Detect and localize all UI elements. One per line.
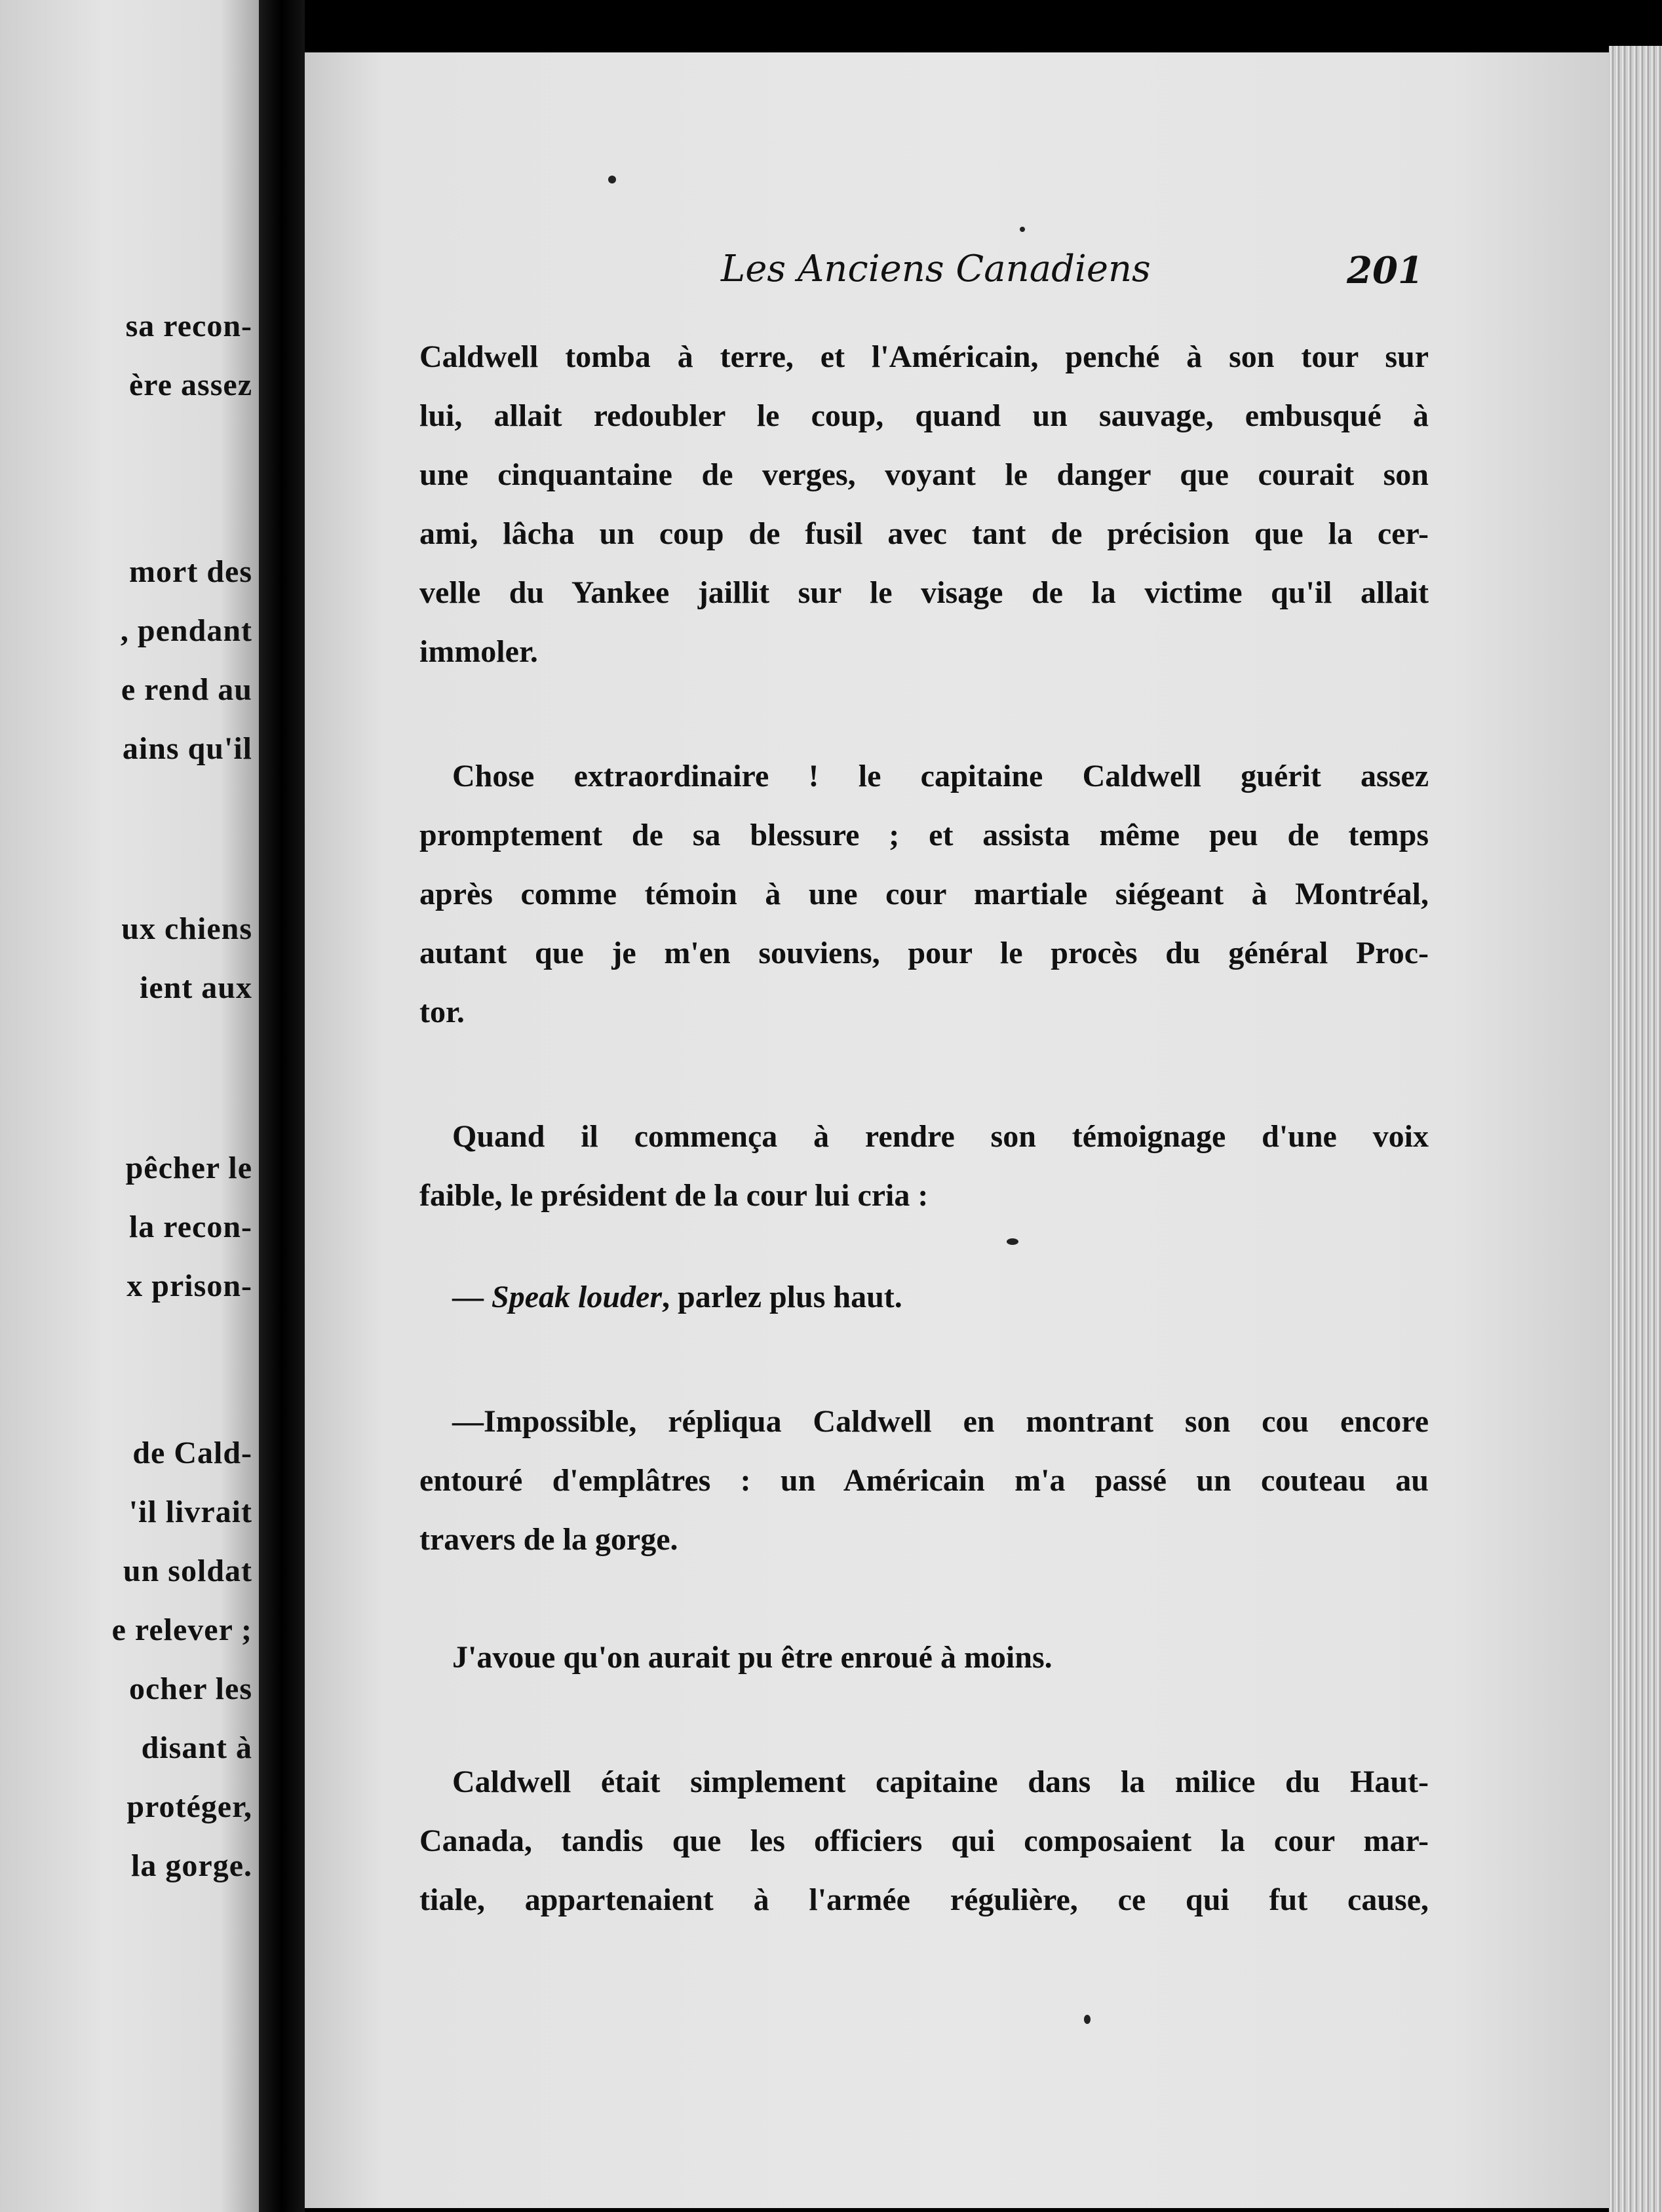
left-page-line: ocher les xyxy=(128,1671,252,1706)
left-page-line: x prison- xyxy=(126,1268,252,1303)
text-line: travers de la gorge. xyxy=(419,1522,678,1557)
english-phrase: Speak louder xyxy=(492,1280,663,1314)
ink-speck xyxy=(608,176,616,183)
text-line: faible, le président de la cour lui cria : xyxy=(419,1178,929,1213)
text-line: tor. xyxy=(419,995,465,1029)
text-line: une cinquantaine de verges, voyant le danger que courait son xyxy=(419,457,1429,492)
text-line: Caldwell était simplement capitaine dans la milice du Haut- xyxy=(452,1764,1429,1799)
left-page-line: un soldat xyxy=(123,1554,252,1588)
text-line: ami, lâcha un coup de fusil avec tant de précision que la cer- xyxy=(419,516,1429,551)
page-edges xyxy=(1609,46,1662,2212)
left-page-line: e rend au xyxy=(121,672,252,707)
text-line: Chose extraordinaire ! le capitaine Caldwell guérit assez xyxy=(452,759,1429,793)
text-fragment: , parlez plus haut. xyxy=(662,1280,902,1314)
book-gutter xyxy=(259,0,305,2212)
text-line: entouré d'emplâtres : un Américain m'a passé un couteau au xyxy=(419,1463,1429,1498)
text-line: autant que je m'en souviens, pour le procès du général Proc- xyxy=(419,936,1429,970)
ink-speck xyxy=(1007,1238,1018,1245)
left-page-line: de Cald- xyxy=(132,1436,252,1470)
dash: — xyxy=(452,1280,492,1314)
left-page-line: disant à xyxy=(141,1730,252,1765)
left-page-fragment xyxy=(0,0,259,2212)
left-page-line: mort des xyxy=(129,554,252,589)
text-line xyxy=(452,1278,1429,1317)
text-line: immoler. xyxy=(419,634,538,669)
left-page-line: e relever ; xyxy=(111,1612,252,1647)
left-page-line: pêcher le xyxy=(125,1151,252,1185)
left-page-line: 'il livrait xyxy=(128,1495,252,1529)
left-page-line: protéger, xyxy=(126,1789,252,1824)
left-page-line: ère assez xyxy=(128,368,252,402)
text-line: après comme témoin à une cour martiale siégeant à Montréal, xyxy=(419,877,1429,911)
text-line: Caldwell tomba à terre, et l'Américain, penché à son tour sur xyxy=(419,339,1429,374)
text-line: tiale, appartenaient à l'armée régulière, ce qui fut cause, xyxy=(419,1882,1429,1917)
page-number: 201 xyxy=(1347,249,1423,292)
left-page-line: sa recon- xyxy=(125,309,252,343)
text-line: —Impossible, répliqua Caldwell en montrant son cou encore xyxy=(452,1404,1429,1439)
left-page-line: , pendant xyxy=(120,613,252,648)
left-page-line: ux chiens xyxy=(121,911,252,946)
text-line: promptement de sa blessure ; et assista même peu de temps xyxy=(419,818,1429,852)
ink-speck xyxy=(1084,2015,1091,2024)
text-line: velle du Yankee jaillit sur le visage de la victime qu'il allait xyxy=(419,575,1429,610)
running-title: Les Anciens Canadiens xyxy=(721,248,1151,290)
text-line: Quand il commença à rendre son témoignage d'une voix xyxy=(452,1119,1429,1154)
text-line: lui, allait redoubler le coup, quand un sauvage, embusqué à xyxy=(419,398,1429,433)
left-page-line: la gorge. xyxy=(131,1848,252,1883)
text-line: Canada, tandis que les officiers qui composaient la cour mar- xyxy=(419,1823,1429,1858)
ink-speck xyxy=(1020,227,1025,232)
left-page-line: ient aux xyxy=(139,970,252,1005)
text-line: J'avoue qu'on aurait pu être enroué à moins. xyxy=(452,1640,1053,1675)
left-page-line: la recon- xyxy=(128,1210,252,1244)
left-page-line: ains qu'il xyxy=(122,731,252,766)
